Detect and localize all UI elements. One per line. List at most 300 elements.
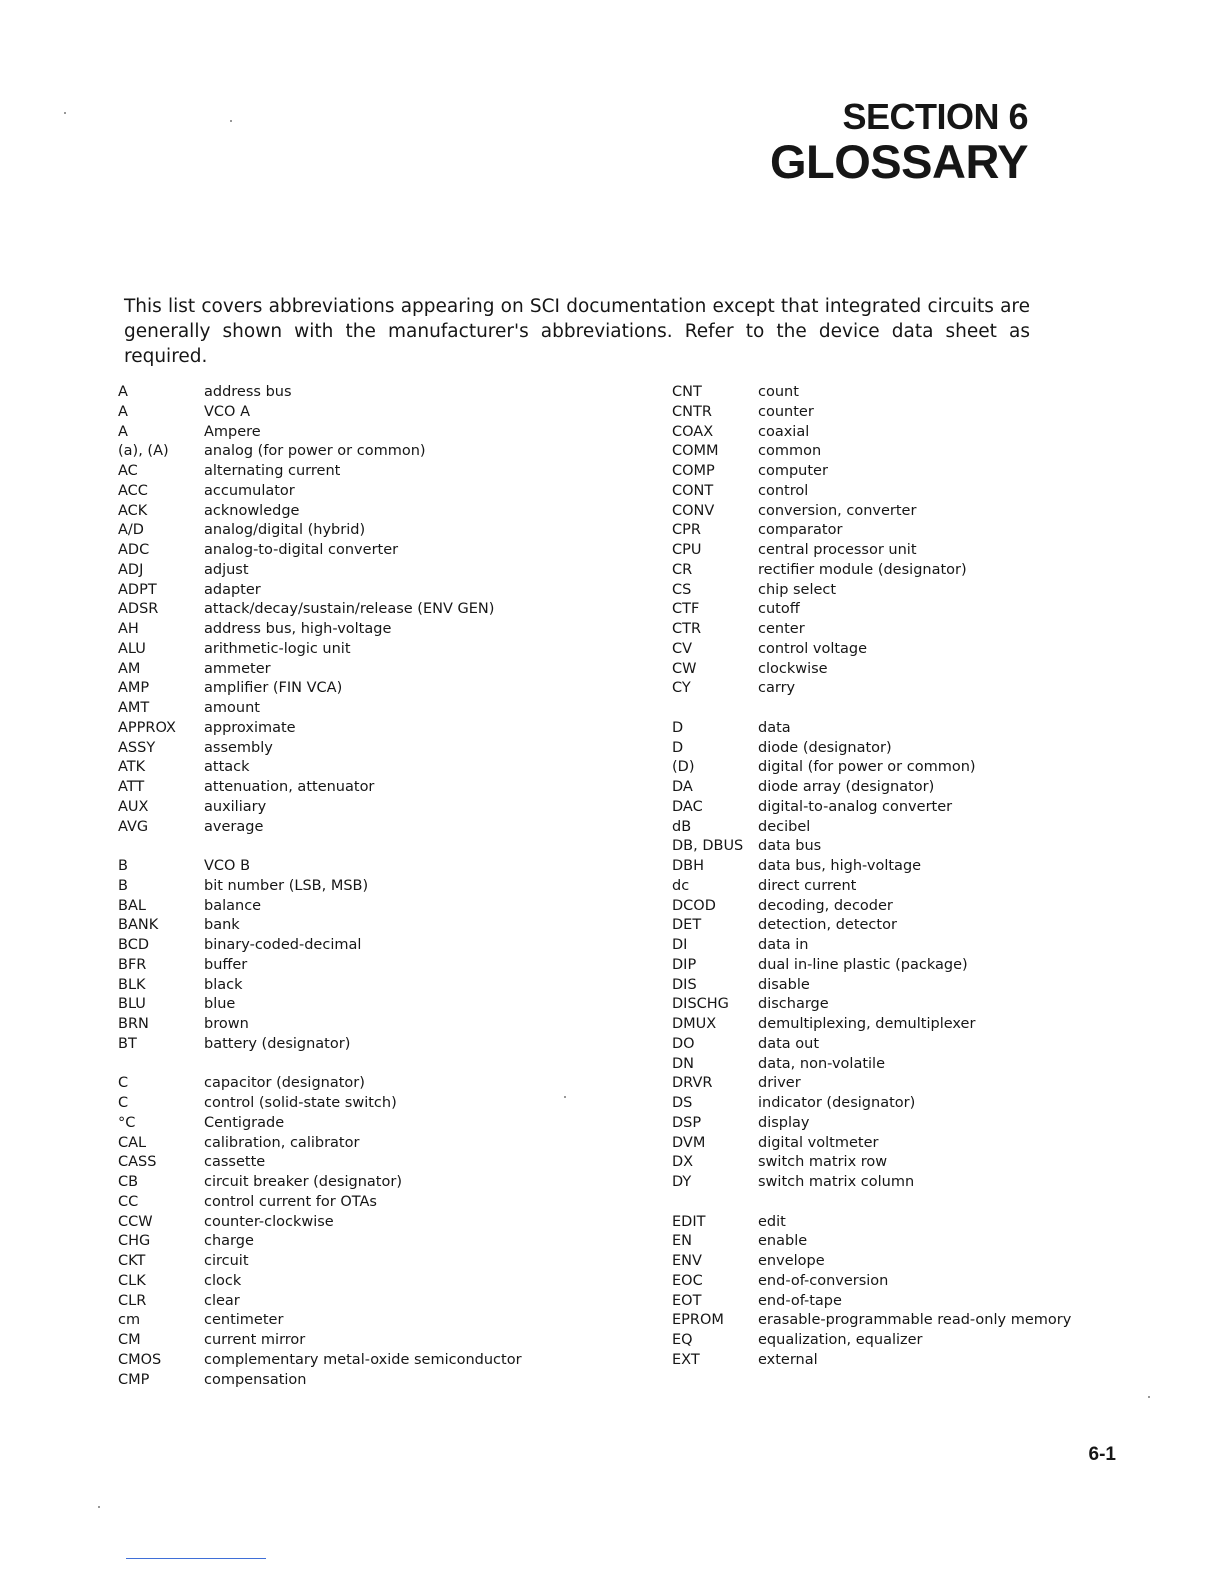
glossary-abbreviation: CMOS	[118, 1351, 162, 1368]
glossary-definition: charge	[204, 1233, 254, 1250]
glossary-entry	[118, 897, 658, 917]
glossary-abbreviation: EPROM	[672, 1312, 724, 1329]
glossary-entry	[672, 1272, 1112, 1292]
glossary-entry	[118, 1371, 658, 1391]
glossary-definition: switch matrix row	[758, 1154, 888, 1171]
glossary-abbreviation: DB, DBUS	[672, 838, 744, 855]
glossary-entry	[118, 1311, 658, 1331]
glossary-abbreviation: DIP	[672, 956, 697, 973]
glossary-entry	[118, 502, 658, 522]
glossary-abbreviation: CTR	[672, 621, 702, 637]
glossary-entry	[118, 1193, 658, 1213]
glossary-entry	[118, 995, 658, 1015]
glossary-entry	[672, 1232, 1112, 1252]
glossary-entry	[672, 640, 1112, 660]
glossary-definition: count	[758, 384, 799, 400]
glossary-entry	[118, 541, 658, 561]
glossary-abbreviation: BCD	[118, 937, 149, 953]
glossary-entry	[118, 719, 658, 739]
glossary-abbreviation: AH	[118, 621, 139, 637]
glossary-abbreviation: DISCHG	[672, 996, 729, 1013]
glossary-definition: attenuation, attenuator	[204, 779, 375, 795]
glossary-abbreviation: (D)	[672, 759, 695, 776]
glossary-abbreviation: CM	[118, 1332, 141, 1348]
glossary-definition: control current for OTAs	[204, 1193, 377, 1210]
glossary-abbreviation: DCOD	[672, 897, 716, 914]
glossary-entry	[672, 442, 1112, 462]
glossary-abbreviation: DX	[672, 1154, 694, 1171]
glossary-definition: data bus, high-voltage	[758, 858, 922, 874]
glossary-abbreviation: CPR	[672, 522, 701, 539]
glossary-definition: direct current	[758, 877, 857, 894]
glossary-abbreviation: CLR	[118, 1292, 147, 1309]
glossary-abbreviation: EXT	[672, 1351, 700, 1368]
glossary-abbreviation: BAL	[118, 897, 146, 914]
scan-speck	[564, 1096, 566, 1098]
scan-speck	[64, 112, 66, 114]
glossary-abbreviation: BLK	[118, 976, 146, 993]
glossary-abbreviation: ACK	[118, 502, 148, 519]
glossary-abbreviation: DO	[672, 1035, 695, 1052]
glossary-definition: buffer	[204, 956, 248, 973]
glossary-definition: arithmetic-logic unit	[204, 640, 351, 657]
glossary-abbreviation: CAL	[118, 1134, 147, 1151]
glossary-abbreviation: BT	[118, 1035, 137, 1052]
glossary-definition: external	[758, 1351, 818, 1368]
glossary-definition: enable	[758, 1233, 808, 1250]
glossary-abbreviation: BFR	[118, 956, 147, 973]
glossary-definition: central processor unit	[758, 542, 917, 558]
glossary-definition: binary-coded-decimal	[204, 937, 362, 953]
glossary-definition: circuit breaker (designator)	[204, 1174, 402, 1190]
glossary-entry	[118, 699, 658, 719]
glossary-abbreviation: DSP	[672, 1114, 702, 1131]
glossary-entry	[118, 383, 658, 403]
glossary-entry	[672, 403, 1112, 423]
glossary-definition: blue	[204, 996, 236, 1013]
glossary-entry	[118, 462, 658, 482]
glossary-entry	[672, 956, 1112, 976]
glossary-entry	[118, 1094, 658, 1114]
glossary-definition: data in	[758, 937, 809, 953]
glossary-abbreviation: DBH	[672, 858, 705, 874]
glossary-definition: bit number (LSB, MSB)	[204, 877, 369, 894]
glossary-entry	[118, 600, 658, 620]
glossary-entry	[118, 818, 658, 838]
glossary-abbreviation: EQ	[672, 1332, 693, 1348]
glossary-definition: acknowledge	[204, 502, 300, 519]
glossary-entry	[118, 976, 658, 996]
glossary-abbreviation: ALU	[118, 640, 146, 657]
glossary-abbreviation: CNTR	[672, 403, 712, 420]
glossary-abbreviation: AC	[118, 463, 138, 479]
glossary-entry	[672, 897, 1112, 917]
glossary-definition: display	[758, 1114, 810, 1131]
glossary-entry	[672, 423, 1112, 443]
glossary-entry	[118, 660, 658, 680]
glossary-abbreviation: ADJ	[118, 561, 144, 578]
glossary-definition: control voltage	[758, 640, 868, 657]
glossary-abbreviation: A	[118, 403, 128, 420]
glossary-definition: discharge	[758, 996, 829, 1013]
glossary-definition: address bus, high-voltage	[204, 621, 392, 637]
glossary-entry	[672, 719, 1112, 739]
glossary-entry	[118, 620, 658, 640]
glossary-entry	[672, 600, 1112, 620]
glossary-definition: ammeter	[204, 660, 271, 677]
glossary-definition: rectifier module (designator)	[758, 561, 967, 578]
glossary-entry	[672, 620, 1112, 640]
glossary-entry	[118, 758, 658, 778]
glossary-definition: disable	[758, 976, 810, 993]
glossary-entry	[672, 1134, 1112, 1154]
glossary-entry	[118, 798, 658, 818]
glossary-definition: comparator	[758, 522, 843, 539]
glossary-definition: capacitor (designator)	[204, 1075, 365, 1092]
glossary-definition: analog (for power or common)	[204, 443, 426, 460]
glossary-abbreviation: APPROX	[118, 719, 176, 736]
glossary-definition: balance	[204, 897, 262, 914]
glossary-entry	[672, 581, 1112, 601]
glossary-entry	[118, 1331, 658, 1351]
glossary-entry	[672, 976, 1112, 996]
glossary-definition: alternating current	[204, 463, 341, 479]
glossary-entry	[118, 1015, 658, 1035]
glossary-abbreviation: B	[118, 858, 128, 874]
glossary-definition: control	[758, 482, 809, 499]
glossary-abbreviation: CS	[672, 581, 692, 598]
glossary-definition: common	[758, 443, 822, 460]
glossary-entry	[118, 956, 658, 976]
glossary-abbreviation: CHG	[118, 1233, 151, 1250]
glossary-abbreviation: cm	[118, 1312, 141, 1329]
glossary-definition: indicator (designator)	[758, 1095, 916, 1111]
glossary-entry	[672, 1114, 1112, 1134]
glossary-abbreviation: C	[118, 1075, 129, 1092]
glossary-entry	[672, 857, 1112, 877]
glossary-definition: counter	[758, 403, 814, 420]
glossary-definition: data	[758, 719, 791, 736]
glossary-definition: auxiliary	[204, 798, 267, 815]
glossary-definition: battery (designator)	[204, 1035, 351, 1052]
glossary-abbreviation: CW	[672, 660, 697, 677]
glossary-entry	[672, 462, 1112, 482]
glossary-definition: digital (for power or common)	[758, 759, 976, 776]
glossary-entry	[672, 837, 1112, 857]
glossary-abbreviation: DVM	[672, 1134, 706, 1151]
glossary-entry	[118, 1074, 658, 1094]
glossary-abbreviation: CR	[672, 561, 693, 578]
glossary-entry	[118, 561, 658, 581]
glossary-entry	[118, 640, 658, 660]
glossary-abbreviation: dc	[672, 877, 690, 894]
glossary-definition: chip select	[758, 581, 837, 598]
glossary-abbreviation: DIS	[672, 976, 697, 993]
glossary-definition: bank	[204, 917, 240, 934]
group-spacer	[118, 837, 658, 857]
glossary-entry	[118, 1153, 658, 1173]
glossary-definition: equalization, equalizer	[758, 1332, 923, 1348]
glossary-entry	[672, 758, 1112, 778]
glossary-abbreviation: A	[118, 423, 128, 440]
glossary-abbreviation: CCW	[118, 1213, 153, 1230]
glossary-abbreviation: EDIT	[672, 1213, 706, 1230]
glossary-definition: black	[204, 976, 243, 993]
glossary-abbreviation: AMT	[118, 700, 150, 716]
section-label: SECTION 6	[842, 96, 1028, 137]
glossary-entry	[118, 916, 658, 936]
glossary-entry	[118, 1351, 658, 1371]
glossary-definition: clockwise	[758, 660, 828, 677]
glossary-entry	[672, 1153, 1112, 1173]
glossary-entry	[672, 1331, 1112, 1351]
glossary-definition: diode array (designator)	[758, 779, 935, 795]
glossary-entry	[672, 1252, 1112, 1272]
glossary-abbreviation: D	[672, 719, 684, 736]
glossary-abbreviation: DN	[672, 1055, 695, 1072]
glossary-abbreviation: D	[672, 739, 684, 756]
page-title: GLOSSARY	[769, 135, 1028, 188]
glossary-definition: computer	[758, 463, 828, 479]
group-spacer	[672, 699, 1112, 719]
glossary-entry	[672, 739, 1112, 759]
glossary-definition: data bus	[758, 838, 822, 855]
glossary-abbreviation: DI	[672, 937, 688, 953]
glossary-definition: compensation	[204, 1371, 307, 1388]
glossary-entry	[672, 1074, 1112, 1094]
glossary-entry	[118, 521, 658, 541]
glossary-abbreviation: DA	[672, 779, 693, 795]
glossary-abbreviation: ADSR	[118, 601, 159, 618]
glossary-entry	[118, 679, 658, 699]
glossary-definition: VCO B	[204, 858, 251, 874]
glossary-abbreviation: COMP	[672, 463, 715, 479]
glossary-entry	[118, 778, 658, 798]
glossary-entry	[118, 1114, 658, 1134]
glossary-abbreviation: EOT	[672, 1292, 702, 1309]
glossary-definition: clock	[204, 1272, 242, 1289]
glossary-entry	[672, 936, 1112, 956]
glossary-abbreviation: AMP	[118, 680, 150, 697]
glossary-definition: center	[758, 621, 805, 637]
glossary-entry	[672, 383, 1112, 403]
glossary-entry	[672, 1351, 1112, 1371]
glossary-abbreviation: dB	[672, 818, 692, 835]
glossary-definition: complementary metal-oxide semiconductor	[204, 1351, 522, 1368]
glossary-definition: digital-to-analog converter	[758, 798, 953, 815]
glossary-definition: calibration, calibrator	[204, 1134, 360, 1151]
glossary-definition: cassette	[204, 1154, 266, 1171]
glossary-definition: control (solid-state switch)	[204, 1095, 397, 1111]
glossary-abbreviation: COAX	[672, 423, 714, 440]
glossary-abbreviation: CMP	[118, 1371, 150, 1388]
glossary-definition: detection, detector	[758, 917, 897, 934]
glossary-abbreviation: ACC	[118, 482, 148, 499]
glossary-entry	[118, 1232, 658, 1252]
glossary-abbreviation: CASS	[118, 1154, 157, 1171]
glossary-entry	[672, 1035, 1112, 1055]
glossary-entry	[118, 877, 658, 897]
glossary-abbreviation: B	[118, 877, 128, 894]
glossary-entry	[118, 857, 658, 877]
glossary-definition: envelope	[758, 1253, 825, 1269]
glossary-abbreviation: DS	[672, 1095, 693, 1111]
scan-speck	[1148, 1396, 1150, 1398]
glossary-abbreviation: BLU	[118, 996, 146, 1013]
glossary-definition: brown	[204, 1016, 249, 1032]
glossary-abbreviation: CONV	[672, 502, 715, 519]
glossary-definition: erasable-programmable read-only memory	[758, 1312, 1072, 1329]
glossary-definition: demultiplexing, demultiplexer	[758, 1016, 976, 1032]
glossary-entry	[672, 1055, 1112, 1075]
glossary-definition: adapter	[204, 581, 261, 598]
glossary-abbreviation: DET	[672, 917, 702, 934]
glossary-definition: accumulator	[204, 482, 295, 499]
glossary-abbreviation: EN	[672, 1233, 693, 1250]
glossary-abbreviation: ASSY	[118, 739, 156, 756]
glossary-entry	[672, 1292, 1112, 1312]
glossary-definition: data out	[758, 1035, 820, 1052]
glossary-definition: amount	[204, 700, 260, 716]
glossary-abbreviation: BRN	[118, 1016, 149, 1032]
group-spacer	[672, 1193, 1112, 1213]
glossary-entry	[672, 798, 1112, 818]
glossary-entry	[118, 581, 658, 601]
glossary-abbreviation: CKT	[118, 1253, 146, 1269]
glossary-entry	[672, 502, 1112, 522]
glossary-entry	[118, 403, 658, 423]
glossary-definition: centimeter	[204, 1312, 284, 1329]
glossary-column-right	[672, 383, 1112, 1371]
glossary-abbreviation: CB	[118, 1174, 139, 1190]
glossary-definition: digital voltmeter	[758, 1134, 879, 1151]
page-number: 6-1	[1088, 1444, 1116, 1465]
glossary-definition: approximate	[204, 719, 296, 736]
glossary-abbreviation: DRVR	[672, 1075, 713, 1092]
glossary-abbreviation: COMM	[672, 443, 719, 460]
glossary-abbreviation: A	[118, 384, 128, 400]
glossary-definition: average	[204, 818, 264, 835]
glossary-column-left	[118, 383, 658, 1390]
glossary-abbreviation: CLK	[118, 1272, 146, 1289]
glossary-definition: analog/digital (hybrid)	[204, 522, 366, 539]
glossary-abbreviation: AM	[118, 660, 141, 677]
glossary-entry	[118, 1213, 658, 1233]
glossary-abbreviation: BANK	[118, 917, 159, 934]
glossary-entry	[672, 679, 1112, 699]
glossary-entry	[118, 442, 658, 462]
glossary-abbreviation: ATT	[118, 779, 145, 795]
footer-rule	[126, 1558, 266, 1559]
glossary-entry	[672, 660, 1112, 680]
glossary-definition: Centigrade	[204, 1114, 285, 1131]
glossary-definition: coaxial	[758, 423, 810, 440]
glossary-abbreviation: C	[118, 1095, 129, 1111]
glossary-abbreviation: AUX	[118, 798, 149, 815]
glossary-entry	[672, 916, 1112, 936]
glossary-entry	[672, 818, 1112, 838]
intro-paragraph: This list covers abbreviations appearing on SCI documentation except that integrated circuits are generally shown with the manufacturer's abbreviations. Refer to the device data sheet as required.	[124, 296, 1030, 367]
glossary-definition: attack/decay/sustain/release (ENV GEN)	[204, 601, 495, 618]
glossary-definition: data, non-volatile	[758, 1055, 886, 1072]
glossary-definition: circuit	[204, 1253, 249, 1269]
scan-speck	[98, 1506, 100, 1508]
glossary-abbreviation: DAC	[672, 798, 703, 815]
glossary-definition: attack	[204, 759, 250, 776]
glossary-entry	[118, 936, 658, 956]
glossary-definition: conversion, converter	[758, 502, 917, 519]
glossary-entry	[118, 1252, 658, 1272]
glossary-definition: edit	[758, 1213, 786, 1230]
glossary-entry	[118, 1272, 658, 1292]
glossary-definition: address bus	[204, 384, 292, 400]
glossary-abbreviation: CNT	[672, 384, 702, 400]
glossary-definition: assembly	[204, 739, 273, 756]
group-spacer	[118, 1055, 658, 1075]
glossary-entry	[672, 995, 1112, 1015]
glossary-definition: current mirror	[204, 1332, 306, 1348]
glossary-definition: Ampere	[204, 423, 261, 440]
glossary-entry	[672, 877, 1112, 897]
glossary-definition: clear	[204, 1292, 240, 1309]
glossary-entry	[672, 1015, 1112, 1035]
glossary-abbreviation: AVG	[118, 818, 149, 835]
glossary-definition: decoding, decoder	[758, 897, 893, 914]
glossary-entry	[118, 1292, 658, 1312]
glossary-definition: adjust	[204, 561, 249, 578]
glossary-abbreviation: ENV	[672, 1253, 702, 1269]
glossary-definition: cutoff	[758, 601, 800, 618]
glossary-abbreviation: ATK	[118, 759, 146, 776]
glossary-definition: diode (designator)	[758, 739, 892, 756]
glossary-abbreviation: CV	[672, 640, 693, 657]
glossary-abbreviation: CY	[672, 680, 691, 697]
glossary-definition: carry	[758, 680, 796, 697]
glossary-abbreviation: CC	[118, 1193, 139, 1210]
glossary-entry	[672, 521, 1112, 541]
glossary-entry	[672, 1173, 1112, 1193]
glossary-abbreviation: °C	[118, 1114, 136, 1131]
glossary-entry	[672, 778, 1112, 798]
glossary-entry	[672, 541, 1112, 561]
glossary-abbreviation: DMUX	[672, 1016, 717, 1032]
glossary-entry	[118, 482, 658, 502]
glossary-entry	[118, 739, 658, 759]
scan-speck	[230, 120, 232, 122]
glossary-definition: switch matrix column	[758, 1174, 915, 1190]
glossary-definition: end-of-tape	[758, 1292, 842, 1309]
glossary-definition: dual in-line plastic (package)	[758, 956, 968, 973]
glossary-entry	[672, 561, 1112, 581]
glossary-entry	[118, 1173, 658, 1193]
glossary-entry	[672, 482, 1112, 502]
glossary-entry	[118, 1134, 658, 1154]
glossary-abbreviation: A/D	[118, 522, 144, 539]
glossary-definition: end-of-conversion	[758, 1272, 889, 1289]
glossary-definition: analog-to-digital converter	[204, 542, 399, 558]
glossary-abbreviation: (a), (A)	[118, 443, 169, 460]
glossary-entry	[672, 1094, 1112, 1114]
glossary-entry	[118, 423, 658, 443]
glossary-definition: amplifier (FIN VCA)	[204, 680, 343, 697]
glossary-abbreviation: CPU	[672, 542, 702, 558]
glossary-abbreviation: ADC	[118, 542, 150, 558]
glossary-definition: counter-clockwise	[204, 1213, 334, 1230]
glossary-abbreviation: CTF	[672, 601, 700, 618]
glossary-definition: driver	[758, 1075, 801, 1092]
glossary-abbreviation: ADPT	[118, 581, 157, 598]
glossary-definition: VCO A	[204, 403, 250, 420]
